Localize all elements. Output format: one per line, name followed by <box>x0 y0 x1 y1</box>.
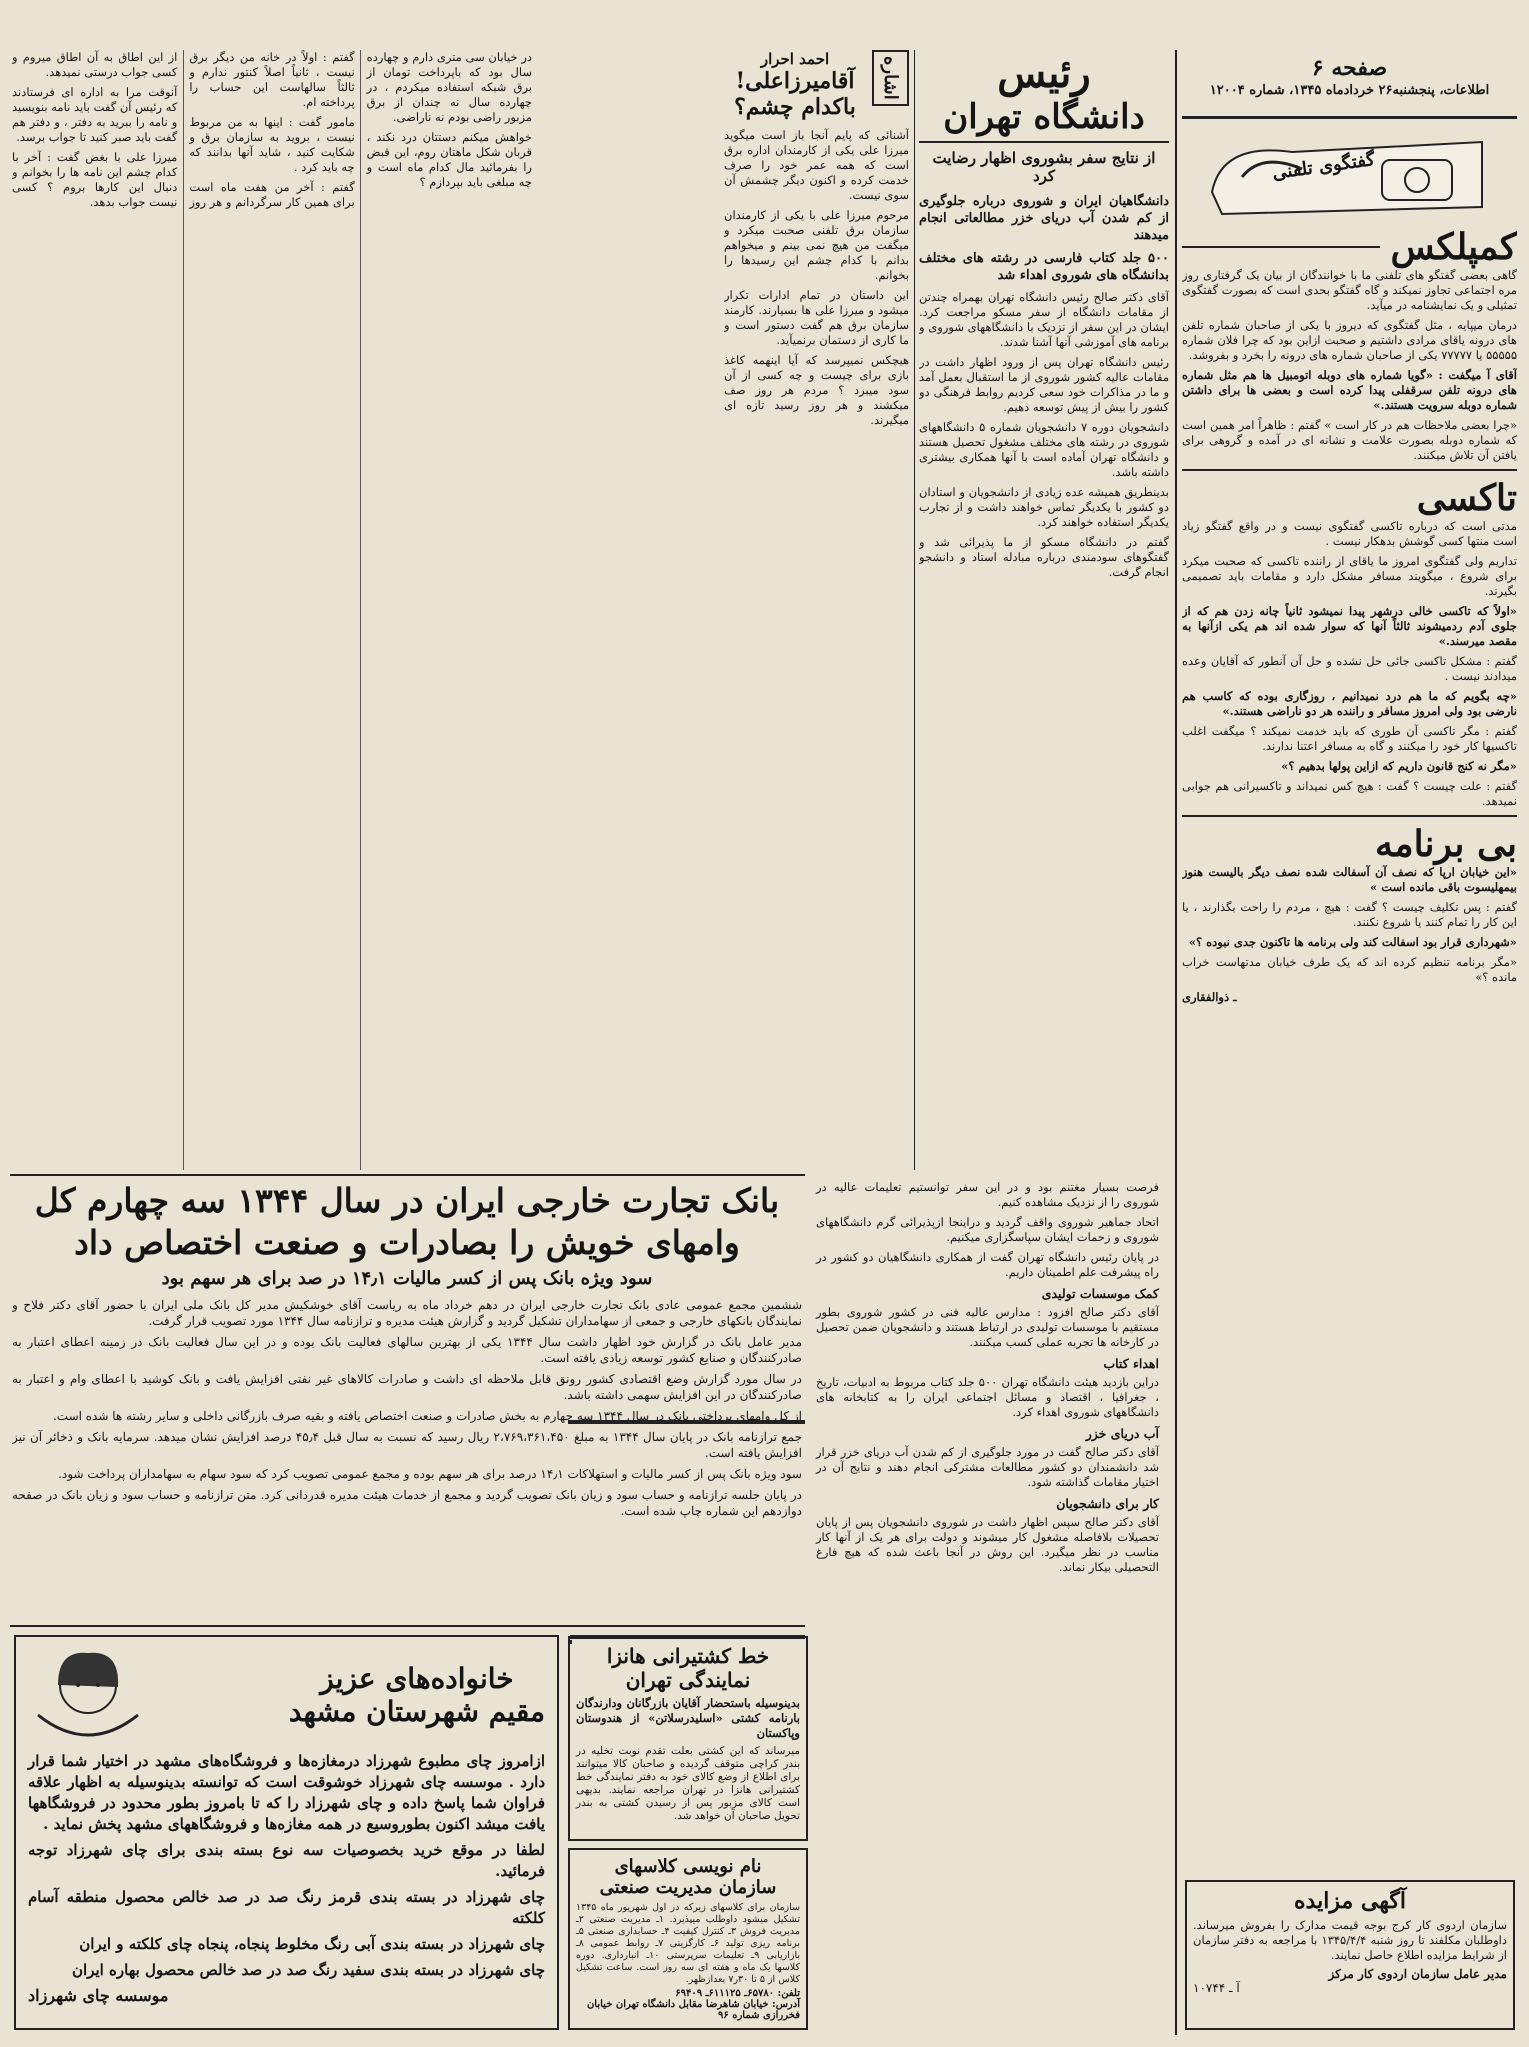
auction-signature: مدیر عامل سازمان اردوی کار مرکز <box>1328 1967 1507 1981</box>
columnist-signature: ـ ذوالفقاری <box>1182 990 1237 1004</box>
complex-text: گاهی بعضی گفتگو های تلفنی ما با خوانندگان از بیان یک گرفتاری روز مره اجتماعی تجاوز نمیکند و گاه گفتگو بحدی است که بصورت گفتگوی تمثیلی و یک نمایشنامه در میآید. درمان میپایه ، مثل گفتگوی که دیروز با یکی از صاحبان شماره تلفن های درونه یاقای مرادی داشتیم و صحبت ازاین بود که چرا فلان شماره ۵۵۵۵۵ یا ۷۷۷۷۷ یکی از صاحبان شماره های درونه را بخرد و بفروشد. آقای آ میگفت : «گویا شماره های دوبله اتومبیل ها هم مثل شماره های درونه تلفن سرقفلی پیدا کرده است و بعضی ها برای داشتن شماره دوبله سرویت هستند.» «چرا بعضی ملاحظات هم در کار است » گفتم : ظاهراً امر همین است که شماره دوبله بصورت علامت و نشانه ای در آمده و گروهی برای یافتن آن تلاش میکنند. <box>1182 268 1517 462</box>
president-title-1: رئیس <box>997 50 1091 97</box>
phone-logo <box>1182 122 1517 222</box>
column-author: احمد احرار <box>760 50 830 68</box>
section-title-noprogram: بی برنامه <box>1374 823 1517 865</box>
section-caspian: آب دریای خزر <box>1085 1426 1159 1441</box>
page-number: صفحه ۶ <box>1311 55 1388 81</box>
section-production: کمک موسسات تولیدی <box>1041 1286 1159 1301</box>
masthead <box>1182 55 1517 113</box>
bank-headline-1: بانک تجارت خارجی ایران در سال ۱۳۴۴ سه چهارم کل <box>34 1181 780 1220</box>
president-body: آقای دکتر صالح رئیس دانشگاه تهران بهمراه چندتن از مقامات دانشگاه از سفر مسکو مراجعت کرد. ایشان در این سفر از نزدیک با دانشگاههای شوروی و برنامه های آموزشی آنها آشنا شدند. رئیس دانشگاه تهران پس از ورود اظهار داشت در مقامات عالیه کشور شوروی از ما استقبال بعمل آمد و ما در مذاکرات خود سعی کردیم روابط فرهنگی دو کشور را بیش از پیش توسعه دهیم. دانشجویان دوره ۷ دانشجویان شماره ۵ دانشگاههای شوروی در رشته های مختلف مشغول تحصیل هستند و دانشگاه تهران آماده است با آنها همکاری بیشتری داشته باشد. بدینطریق همیشه عده زیادی از دانشجویان و استادان دو کشور با یکدیگر تماس خواهند داشت و از تجارب یکدیگر استفاده خواهند کرد. گفتم در دانشگاه مسکو از ما پذیرائی شد و گفتگوهای سودمندی درباره مبادله استاد و دانشجو انجام گرفت. <box>919 290 1169 579</box>
registration-phone: تلفن: ۶۵۷۸۰ـ ۶۱۱۱۲۵ـ ۶۹۴۰۹ <box>675 1988 800 1999</box>
section-jobs: کار برای دانشجویان <box>1056 1496 1159 1511</box>
column-title: آقامیرزاعلی! <box>735 68 855 94</box>
woman-portrait-icon <box>28 1645 148 1745</box>
president-lead: دانشگاهیان ایران و شوروی درباره جلوگیری از کم شدن آب دریای خزر مطالعاتی انجام میدهند <box>919 194 1169 243</box>
tea-ad <box>14 1635 559 2030</box>
bank-article <box>12 1180 802 1620</box>
bank-deck: سود ویژه بانک پس از کسر مالیات ۱۴٫۱ در صد برای هر سهم بود <box>161 1268 653 1289</box>
registration-title-1: نام نویسی کلاسهای <box>614 1856 762 1877</box>
shipping-deck: بدینوسیله باستحضار آقایان بازرگانان ودارندگان بارنامه کشتی «اسلیدرسلاتن» از هندوستان وپاکستان <box>576 1696 800 1740</box>
shipping-body: میرساند که این کشتی بعلت تقدم نوبت تخلیه در بندر کراچی متوقف گردیده و صاحبان کالا میتوانند برای اطلاع از وضع کالای خود به دفتر نمایندگی خط کشتیرانی هانزا در تهران مراجعه نمایند. بدیهی است کالای مزبور پس از رسیدن کشتی به بندر تحویل صاحبان آن خواهد شد. <box>576 1745 800 1822</box>
column-subtitle: باکدام چشم؟ <box>734 94 856 120</box>
taxi-text: مدتی است که درباره تاکسی گفتگوی نیست و در واقع گفتگو زیاد است منتها کسی گوشش بدهکار نیست . تداریم ولی گفتگوی امروز ما یاقای از راننده تاکسی که صحبت میکرد برای شروع ، میگویند مسافر مشکل دارد و مقامات باید تصمیمی بگیرند. «اولاً که تاکسی خالی درشهر پیدا نمیشود ثانیاً چانه زدن هم که از جلوی آدم ردمیشوند ثالثاً آنها که سوار شده اند هم یکی ازآنها به مقصد میرسند.» گفتم : مشکل تاکسی جائی حل نشده و حل آن آنطور که آقایان وعده میدادند نیست . «چه بگویم که ما هم درد نمیدانیم ، روزگاری بوده که کاسب هم نارضی بود ولی امروز مسافر و راننده هر دو ناراضی هستند.» گفتم : مگر تاکسی آن طوری که باید خدمت نمیکند ؟ میگفت اغلب تاکسیها کار خود را میکنند و گاه به مسافر اعتنا ندارند. «مگر نه کنج قانون داریم که ازاین پولها بدهیم ؟» گفتم : علت چیست ؟ گفت : هیچ کس نمیداند و تاکسیرانی هم جوابی نمیدهد. <box>1182 519 1517 808</box>
section-title-taxi: تاکسی <box>1416 477 1517 519</box>
masthead-line: اطلاعات، پنجشنبه۲۶ خردادماه ۱۳۴۵، شماره ۱۲۰۰۴ <box>1209 83 1490 98</box>
noprogram-text: «این خیابان ارپا که نصف آن آسفالت شده نصف دیگر بالیست هنوز بیمهلیسوت باقی مانده است » گفتم : پس تکلیف چیست ؟ گفت : هیچ ، مردم را راحت بگذارند ، یا این کار را تمام کنند یا شروع نکنند. «شهرداری قرار بود اسفالت کند ولی برنامه ها تاکنون جدی نبوده ؟» «مگر برنامه تنظیم کرده اند که یک طرف خیابان مدتهاست خراب مانده ؟» ـ ذوالفقاری <box>1182 865 1517 1004</box>
column-rule <box>1175 50 1177 2035</box>
masthead-rule <box>1182 116 1517 119</box>
right-column <box>1182 122 1517 2007</box>
auction-code: آ ـ ۱۰۷۴۴ <box>1193 1981 1240 1995</box>
auction-body: سازمان اردوی کار کرج بوجه قیمت مدارک را بفروش میرساند. داوطلبان مکلفند تا روز شنبه ۱۳۴۵/۴/۴ با مراجعه به دفتر سازمان از شرایط مزایده اطلاع حاصل نمایند. <box>1193 1918 1508 1962</box>
column-body: آشنائی که پایم آنجا باز است میگوید میرزا علی یکی از کارمندان اداره برق است که همه عمر خود را صرف خدمت کرده و اکنون دیگر چشمش آن سوی نیست. مرحوم میرزا علی با یکی از کارمندان سازمان برق تلفنی صحبت میکرد و میگفت من هیچ نمی بینم و میخواهم بدانم با کدام چشم این رسیدها را بخوانم. این داستان در تمام ادارات تکرار میشود و میرزا علی ها بسیارند. کارمند سازمان برق هم گفت دستور است و ما کاری از دستمان برنمیآید. هیچکس نمیپرسد که آیا اینهمه کاغذ بازی برای چیست و چه کسی از آن سود میبرد ؟ مردم هر روز صف میکشند و هر روز رسید تازه ای میگیرند. <box>724 128 909 427</box>
registration-address: آدرس: خیابان شاهرضا مقابل دانشگاه تهران خیابان فخررازی شماره ۹۶ <box>586 1999 800 2021</box>
column-tag: اشاره <box>872 50 909 106</box>
auction-title: آگهی مزایده <box>1294 1888 1406 1914</box>
section-title-complex: کمپلکس <box>1390 226 1517 268</box>
tea-body: ازامروز چای مطبوع شهرزاد درمغازه‌ها و فروشگاه‌های مشهد در اختیار شما قرار دارد . موسسه چای شهرزاد خوشوقت است که توانسته بدینوسیله به اظهار علاقه فراوان شما پاسخ داده و چای شهرزاد را که تا بامروز بطور محدود در فروشگاهها یافت میشد اکنون بطوروسیع در همه مغازه‌ها و فروشگاههای مشهد پخش نماید . لطفا در موقع خرید بخصوصیات سه نوع بسته بندی برای چای شهرزاد توجه فرمائید. چای شهرزاد در بسته بندی قرمز رنگ صد در صد خالص محصول منطقه آسام کلکته چای شهرزاد در بسته بندی آبی رنگ مخلوط پنجاه، پنجاه چای کلکته و ایران چای شهرزاد در بسته بندی سفید رنگ صد در صد خالص محصول بهاره ایران <box>28 1752 545 1979</box>
president-title-2: دانشگاه تهران <box>919 97 1169 143</box>
president-deck: از نتایج سفر بشوروی اظهار رضایت کرد <box>932 149 1156 185</box>
shipping-title-1: خط کشتیرانی هانزا <box>606 1644 770 1668</box>
shipping-ad <box>568 1636 808 1841</box>
registration-body: سازمان برای کلاسهای زیرکه در اول شهریور ماه ۱۳۴۵ تشکیل میشود داوطلب میپذیرد. ۱ـ مدیریت صنعتی ۲ـ مدیریت فروش ۳ـ کنترل کیفیت ۴ـ حسابداری صنعتی ۵ـ برنامه ریزی تولید ۶ـ کارگزینی ۷ـ روابط عمومی ۸ـ بازاریابی ۹ـ تعلیمات سرپرستی ۱۰ـ انبارداری. دوره کلاسها یک ماه و هفته ای سه روز است. ساعت تشکیل کلاس از ۵ تا ۳۰ر۷ بعدازظهر. <box>576 1902 801 1985</box>
auction-ad <box>1185 1880 1515 2030</box>
registration-title-2: سازمان مدیریت صنعتی <box>599 1877 777 1898</box>
tea-title-2: مقیم شهرستان مشهد <box>288 1695 545 1728</box>
shipping-title-2: نمایندگی تهران <box>625 1668 751 1692</box>
registration-ad <box>568 1848 808 2030</box>
bank-headline-2: وامهای خویش را بصادرات و صنعت اختصاص داد <box>74 1223 740 1262</box>
section-books: اهداء کتاب <box>1103 1356 1159 1371</box>
president-sub: ۵۰۰ جلد کتاب فارسی در رشته های مختلف بدانشگاه های شوروی اهداء شد <box>919 251 1169 283</box>
president-article <box>919 50 1169 1270</box>
logo-text: گفتگوی تلفنی <box>1271 148 1377 185</box>
column-article <box>724 50 909 1170</box>
tea-title-1: خانواده‌های عزیز <box>320 1662 514 1695</box>
president-more: فرصت بسیار مغتنم بود و در این سفر توانستیم تعلیمات عالیه در شوروی را از نزدیک مشاهده کنیم. اتحاد جماهیر شوروی واقف گردید و دراینجا ازپذیرائی گرم دانشگاههای شوروی و زحمات ایشان سپاسگزاری میکنیم. در پایان رئیس دانشگاه تهران گفت از همکاری دانشگاهیان دو کشور در راه پیشرفت علم اطمینان داریم. کمک موسسات تولیدی آقای دکتر صالح افزود : مدارس عالیه فنی در کشور شوروی بطور مستقیم با موسسات تولیدی در ارتباط هستند و دانشجویان ضمن تحصیل در کارخانه ها تجربه عملی کسب میکنند. اهداء کتاب دراین بازدید هیئت دانشگاه تهران ۵۰۰ جلد کتاب مربوط به ادبیات، تاریخ ، جغرافیا ، اقتصاد و مسائل اجتماعی ایران را به کتابخانه های دانشگاههای شوروی اهداء کرد. آب دریای خزر آقای دکتر صالح گفت در مورد جلوگیری از کم شدن آب دریای خزر قرار شد دانشمندان دو کشور مطالعات مشترکی انجام دهند و نتایج آن در اختیار مقامات گذاشته شود. کار برای دانشجویان آقای دکتر صالح سپس اظهار داشت در شوروی دانشجویان پس از پایان تحصیلات بلافاصله مشغول کار میشوند و دولت برای هر یک از آنها کار مناسب در نظر میگیرد. این روش در آنجا باعث شده که هیچ فارغ التحصیلی بیکار نماند. <box>816 1180 1159 1574</box>
bank-body: ششمین مجمع عمومی عادی بانک تجارت خارجی ایران در دهم خرداد ماه به ریاست آقای خوشکیش مدیر کل بانک ملی ایران با حضور آقای دکتر فلاح و نمایندگان بانکهای خارجی و جمعی از سهامداران تشکیل گردید و گزارش هیئت مدیره و ترازنامه سال ۱۳۴۴ مورد تصویب قرار گرفت. مدیر عامل بانک در گزارش خود اظهار داشت سال ۱۳۴۴ یکی از بهترین سالهای فعالیت بانک بوده و در این سال فعالیت بانک در زمینه اعطای اعتبار به صادرکنندگان و صنایع کشور توسعه زیادی یافته است. در سال مورد گزارش وضع اقتصادی کشور رونق قابل ملاحظه ای داشت و صادرات کالاهای غیر نفتی افزایش یافت و بانک کوشید با اعطای وام و اعتبار به صادرکنندگان در این افزایش سهمی داشته باشد. از کل وامهای پرداختی بانک در سال ۱۳۴۴ سه چهارم به بخش صادرات و صنعت اختصاص یافته و بقیه صرف بازرگانی داخلی و سایر رشته ها شده است. جمع ترازنامه بانک در پایان سال ۱۳۴۴ به مبلغ ۲،۷۶۹،۳۶۱،۴۵۰ ریال رسید که نسبت به سال قبل ۴۵٫۴ درصد افزایش نشان میدهد. سرمایه بانک و ذخائر آن نیز افزایش یافته است. سود ویژه بانک پس از کسر مالیات و استهلاکات ۱۴٫۱ درصد برای هر سهم بوده و مجمع عمومی تصویب کرد که سود سهام به سهامداران پرداخت شود. در پایان جلسه ترازنامه و حساب سود و زیان بانک تصویب گردید و مجمع از خدمات هیئت مدیره قدردانی کرد. متن ترازنامه و حساب سود و زیان بانک در صفحه دوازدهم این شماره چاپ شده است. <box>12 1298 802 1518</box>
column-continuation: در خیابان سی متری دارم و چهارده سال بود که باپرداخت تومان از برق شبکه استفاده میکردم ، در چهارده سال نه چندان از برق مزبور راضی بودم نه ناراضی. خواهش میکنم دستتان درد نکند ، قربان شکل ماهتان روم، این قبض را بفرمائید مال کدام ماه است و چه مبلغی باید بپردازم ؟ گفتم : اولاً در خانه من دیگر برق نیست ، ثانیاً اصلاً کنتور ندارم و ثالثاً سالهاست این حساب را پرداخته ام. مامور گفت : اینها به من مربوط نیست ، بروید به سازمان برق و شکایت کنید ، شاید آنها بدانند که چه باید کرد . گفتم : آخر من هفت ماه است برای همین کار سرگردانم و هر روز از این اطاق به آن اطاق میروم و کسی جواب درستی نمیدهد. آنوقت مرا به اداره ای فرستادند که رئیس آن گفت باید نامه بنویسید و نامه را ببرید به دفتر ، و دفتر هم گفت باید صبر کنید تا جواب برسد. میرزا علی با بغض گفت : آخر با کدام چشم این نامه ها را بخوانم و دنبال این کارها بروم ؟ کسی نیست جواب بدهد. <box>12 50 532 209</box>
tea-signature: موسسه چای شهرزاد <box>28 1986 169 2005</box>
